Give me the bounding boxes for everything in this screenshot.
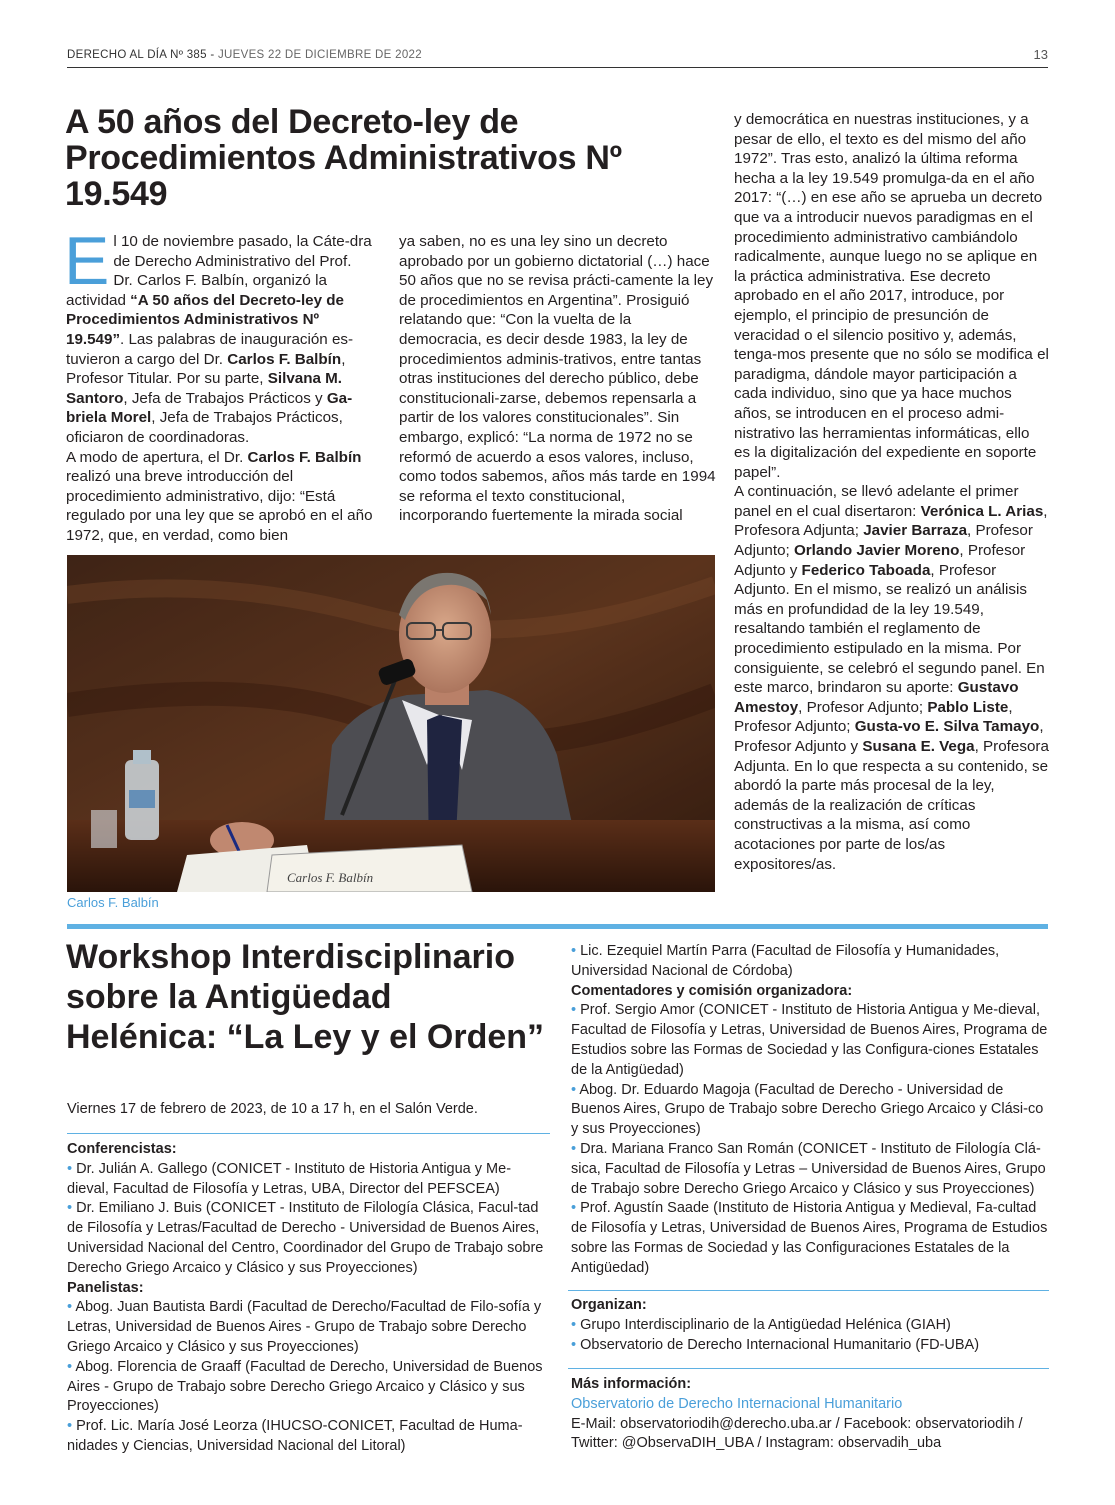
date-rule: [67, 1133, 550, 1134]
list-item: • Dr. Emiliano J. Buis (CONICET - Instituto de Filología Clásica, Facul-tad de Filosofía y Letras/Facultad de Derecho - Universidad de Buenos Aires, Universidad Nacional del Centro, Coordinador del Grupo de Trabajo sobre Derecho Griego Arcaico y Clásico y sus Proyecciones): [67, 1200, 544, 1276]
bullet-icon: •: [67, 1418, 73, 1435]
list-item: • Grupo Interdisciplinario de la Antigüedad Helénica (GIAH): [571, 1316, 951, 1333]
list-item: • Observatorio de Derecho Internacional Humanitario (FD-UBA): [571, 1336, 980, 1353]
organizan-rule: [568, 1290, 1049, 1291]
publication-date: JUEVES 22 DE DICIEMBRE DE 2022: [217, 49, 422, 61]
article1-column-2: ya saben, no es una ley sino un decreto aprobado por un gobierno dictatorial (…) hace 50 años que no se revisa prácti-camente la ley de procedimientos en Argentina”. Prosiguió relatando que: “Con la vuelta de la democracia, es decir desde 1983, la ley de procedimientos adminis-trativos, entre tantas otras instituciones del derecho público, debe constitucionali-zarse, debemos repensarla a partir de los valores constitucionales”. Sin embargo, explicó: “La norma de 1972 no se reformó de acuerdo a esos valores, incluso, como todos sabemos, años más tarde en 1994 se reforma el texto constitucional, incorporando fuertemente la mirada social: [399, 233, 716, 525]
bullet-icon: •: [67, 1358, 73, 1375]
conferencistas-heading: Conferencistas:: [67, 1141, 177, 1157]
list-item: • Abog. Dr. Eduardo Magoja (Facultad de Derecho - Universidad de Buenos Aires, Grupo de Trabajo sobre Derecho Griego Arcaico y Clási-co y sus Proyecciones): [571, 1081, 1044, 1138]
info-section: [571, 1375, 1049, 1454]
contact-line-2: Twitter: @ObservaDIH_UBA / Instagram: observadih_uba: [571, 1435, 942, 1452]
list-item: • Prof. Lic. María José Leorza (IHUCSO-CONICET, Facultad de Huma-nidades y Ciencias, Universidad Nacional del Litoral): [67, 1418, 523, 1454]
bullet-icon: •: [67, 1160, 73, 1177]
panelistas-heading: Panelistas:: [67, 1279, 144, 1296]
bullet-icon: •: [571, 1002, 577, 1019]
speaker-photo: [67, 555, 715, 892]
list-item: • Prof. Sergio Amor (CONICET - Instituto de Historia Antigua y Me-dieval, Facultad de Filosofía y Letras, Universidad de Buenos Aires, Programa de Estudios sobre las Formas de Sociedad y las Configura-ciones Estatales de la Antigüedad): [571, 1002, 1048, 1078]
bullet-icon: •: [571, 1316, 577, 1333]
article2-title: Workshop Interdisciplinario sobre la Antigüedad Helénica: “La Ley y el Orden”: [66, 938, 545, 1056]
organizan-section: [571, 1296, 1049, 1355]
page-header: [67, 46, 1048, 68]
info-rule: [568, 1368, 1049, 1369]
article1-column-3: y democrática en nuestras instituciones, y a pesar de ello, el texto es del mismo del año 1972”. Tras esto, analizó la última reforma hecha a la ley 19.549 promulga-da en el año 2017: “(…) en ese año se aprueba un decreto que va a introducir nuevos paradigmas en el procedimiento administrativo cambiándolo radicalmente, aunque luego no se aplique en la práctica administrativa. Ese decreto aprobado en el año 2017, introduce, por ejemplo, el principio de presunción de veracidad o el silencio positivo y, además, tenga-mos presente que no sólo se modifica el paradigma, dándole mayor participación a cada individuo, sino que ya hace muchos años, se introducen en el proceso admi-nistrativo las herramientas informáticas, ello es la digitalización del expediente en soporte papel”. A continuación, se llevó adelante el primer panel en el cual disertaron: Verónica L. Arias, Profesora Adjunta; Javier Barraza, Profesor Adjunto; Orlando Javier Moreno, Profesor Adjunto y Federico Taboada, Profesor Adjunto. En el mismo, se realizó un análisis más en profundidad de la ley 19.549, resaltando también el reglamento de procedimiento estipulado en la misma. Por consiguiente, se celebró el segundo panel. En este marco, brindaron su aporte: Gustavo Amestoy, Profesor Adjunto; Pablo Liste, Profesor Adjunto; Gusta-vo E. Silva Tamayo, Profesor Adjunto y Susana E. Vega, Profesora Adjunta. En lo que respecta a su contenido, se abordó la parte más procesal de la ley, además de la realización de críticas constructivas a la misma, así como acotaciones por parte de los/as expositores/as.: [734, 111, 1049, 873]
header-publication-line: [67, 49, 422, 61]
contact-line-1: E-Mail: observatoriodih@derecho.uba.ar / Facebook: observatoriodih /: [571, 1415, 1023, 1432]
section-divider: [67, 924, 1048, 929]
event-date: Viernes 17 de febrero de 2023, de 10 a 17 h, en el Salón Verde.: [67, 1101, 478, 1117]
observatorio-link[interactable]: Observatorio de Derecho Internacional Humanitario: [571, 1395, 903, 1412]
article2-left-column: [67, 1140, 549, 1457]
bullet-icon: •: [571, 1200, 577, 1217]
article2-right-column: [571, 942, 1049, 1279]
organizan-heading: Organizan:: [571, 1297, 647, 1313]
comentadores-heading: Comentadores y comisión organizadora:: [571, 982, 853, 999]
list-item: • Prof. Agustín Saade (Instituto de Historia Antigua y Medieval, Fa-cultad de Filosofía y Letras, Universidad de Buenos Aires, Programa de Estudios sobre las Formas de Sociedad y las Configuraciones Estatales de la Antigüedad): [571, 1200, 1048, 1276]
publication-name: DERECHO AL DÍA Nº 385: [67, 49, 207, 61]
page-number: 13: [1033, 47, 1048, 62]
list-item: • Dr. Julián A. Gallego (CONICET - Instituto de Historia Antigua y Me-dieval, Facultad de Filosofía y Letras, UBA, Director del PEFSCEA): [67, 1160, 512, 1197]
list-item: • Abog. Florencia de Graaff (Facultad de Derecho, Universidad de Buenos Aires - Grupo de Trabajo sobre Derecho Griego Arcaico y Clásico y sus Proyecciones): [67, 1358, 543, 1415]
article1-title: A 50 años del Decreto-ley de Procedimientos Administrativos Nº 19.549: [65, 103, 622, 213]
nameplate-text: Carlos F. Balbín: [287, 870, 374, 885]
bullet-icon: •: [67, 1299, 73, 1316]
bullet-icon: •: [571, 1336, 577, 1353]
bullet-icon: •: [67, 1200, 73, 1217]
list-item: • Abog. Juan Bautista Bardi (Facultad de Derecho/Facultad de Filo-sofía y Letras, Universidad de Buenos Aires - Grupo de Trabajo sobre Derecho Griego Arcaico y Clásico y sus Proyecciones): [67, 1299, 542, 1355]
photo-caption: Carlos F. Balbín: [67, 895, 159, 910]
header-separator: -: [210, 49, 215, 61]
bullet-icon: •: [571, 1140, 577, 1157]
info-heading: Más información:: [571, 1376, 692, 1392]
list-item: • Lic. Ezequiel Martín Parra (Facultad de Filosofía y Humanidades, Universidad Nacional de Córdoba): [571, 943, 1000, 979]
dropcap-letter: E: [64, 223, 110, 299]
bullet-icon: •: [571, 1081, 577, 1098]
article1-column-1: El 10 de noviembre pasado, la Cáte-dra de Derecho Administrativo del Prof. Dr. Carlos F. Balbín, organizó la actividad “A 50 años del Decreto-ley de Procedimientos Administrativos Nº 19.549”. Las palabras de inauguración es-tuvieron a cargo del Dr. Carlos F. Balbín, Profesor Titular. Por su parte, Silvana M. Santoro, Jefa de Trabajos Prácticos y Ga-briela Morel, Jefa de Trabajos Prácticos, oficiaron de coordinadoras. A modo de apertura, el Dr. Carlos F. Balbín realizó una breve introducción del procedimiento administrativo, dijo: “Está regulado por una ley que se aprobó en el año 1972, que, en verdad, como bien: [64, 223, 373, 544]
list-item: • Dra. Mariana Franco San Román (CONICET - Instituto de Filología Clá-sica, Facultad de Filosofía y Letras – Universidad de Buenos Aires, Grupo de Trabajo sobre Derecho Griego Arcaico y Clásico y sus Proyecciones): [571, 1140, 1046, 1197]
bullet-icon: •: [571, 943, 577, 959]
